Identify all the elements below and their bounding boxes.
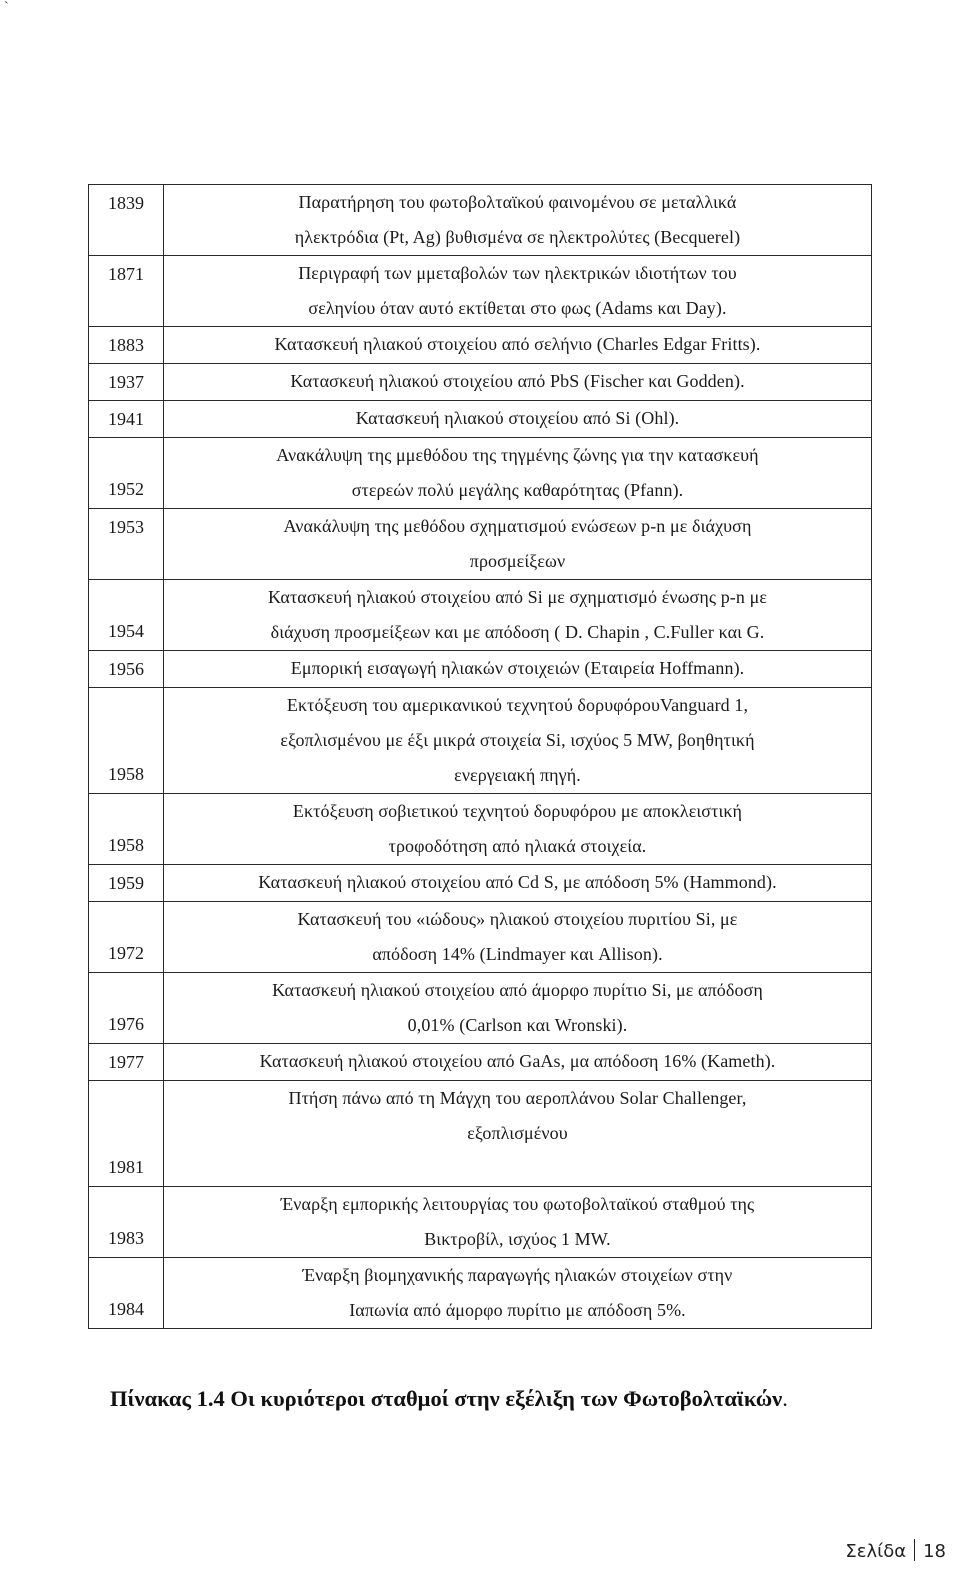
timeline-description: [164, 973, 872, 1044]
timeline-year: 1981: [89, 1081, 164, 1187]
timeline-description: [164, 1044, 872, 1081]
description-line: Ανακάλυψη της μεθόδου σχηματισμού ενώσεων p-n με διάχυση: [283, 516, 752, 536]
stray-tick-mark: `: [4, 0, 9, 15]
caption-period: .: [782, 1386, 788, 1411]
description-line: στερεών πολύ μεγάλης καθαρότητας (Pfann).: [351, 480, 684, 500]
table-caption: [110, 1386, 788, 1412]
description-line: Εμπορική εισαγωγή ηλιακών στοιχειών (Εταιρεία Hoffmann).: [290, 658, 745, 678]
timeline-row: [89, 651, 872, 688]
timeline-year: 1871: [89, 256, 164, 327]
description-line: εξοπλισμένου: [467, 1123, 568, 1143]
timeline-row: [89, 1258, 872, 1329]
timeline-year: 1958: [89, 688, 164, 794]
description-line: Κατασκευή ηλιακού στοιχείου από Si (Ohl).: [355, 408, 680, 428]
description-line: Βικτροβίλ, ισχύος 1 MW.: [424, 1229, 611, 1249]
description-line: [164, 1151, 871, 1186]
pv-timeline-table: [88, 184, 872, 1329]
timeline-description: [164, 401, 872, 438]
timeline-year: 1976: [89, 973, 164, 1044]
description-line: Έναρξη εμπορικής λειτουργίας του φωτοβολταϊκού σταθμού της: [280, 1194, 755, 1214]
timeline-description: [164, 1081, 872, 1187]
description-line: Κατασκευή ηλιακού στοιχείου από GaAs, μα απόδοση 16% (Kameth).: [259, 1051, 776, 1071]
page-number: 18: [923, 1541, 946, 1562]
timeline-row: [89, 1044, 872, 1081]
timeline-year: 1956: [89, 651, 164, 688]
description-line: σεληνίου όταν αυτό εκτίθεται στο φως (Adams και Day).: [308, 298, 727, 318]
description-line: Ανακάλυψη της μμεθόδου της τηγμένης ζώνης για την κατασκευή: [276, 445, 759, 465]
timeline-year: 1952: [89, 438, 164, 509]
timeline-year: 1959: [89, 865, 164, 902]
timeline-row: [89, 401, 872, 438]
description-line: Κατασκευή του «ιώδους» ηλιακού στοιχείου πυριτίου Si, με: [297, 909, 738, 929]
timeline-year: 1839: [89, 185, 164, 256]
timeline-description: [164, 651, 872, 688]
timeline-year: 1954: [89, 580, 164, 651]
description-line: διάχυση προσμείξεων και με απόδοση ( D. Chapin , C.Fuller και G.: [270, 622, 765, 642]
footer-divider: [914, 1539, 915, 1561]
timeline-row: [89, 1187, 872, 1258]
timeline-description: [164, 509, 872, 580]
description-line: Παρατήρηση του φωτοβολταϊκού φαινομένου σε μεταλλικά: [298, 192, 737, 212]
description-line: Κατασκευή ηλιακού στοιχείου από Si με σχηματισμό ένωσης p-n με: [268, 587, 767, 607]
timeline-row: [89, 1081, 872, 1187]
description-line: Κατασκευή ηλιακού στοιχείου από PbS (Fischer και Godden).: [290, 371, 745, 391]
description-line: Ιαπωνία από άμορφο πυρίτιο με απόδοση 5%.: [349, 1300, 686, 1320]
timeline-row: [89, 364, 872, 401]
caption-text: Πίνακας 1.4 Οι κυριότεροι σταθμοί στην εξέλιξη των Φωτοβολταϊκών: [110, 1386, 783, 1411]
timeline-description: [164, 256, 872, 327]
timeline-description: [164, 688, 872, 794]
timeline-description: [164, 794, 872, 865]
timeline-year: 1958: [89, 794, 164, 865]
description-line: Πτήση πάνω από τη Μάγχη του αεροπλάνου Solar Challenger,: [288, 1088, 747, 1108]
timeline-row: [89, 327, 872, 364]
timeline-row: [89, 688, 872, 794]
description-line: απόδοση 14% (Lindmayer και Allison).: [372, 944, 663, 964]
description-line: Εκτόξευση του αμερικανικού τεχνητού δορυφόρουVanguard 1,: [286, 695, 749, 715]
description-line: ηλεκτρόδια (Pt, Ag) βυθισμένα σε ηλεκτρολύτες (Becquerel): [294, 227, 741, 247]
timeline-year: 1953: [89, 509, 164, 580]
timeline-body: [89, 185, 872, 1329]
timeline-row: [89, 509, 872, 580]
description-line: Εκτόξευση σοβιετικού τεχνητού δορυφόρου με αποκλειστική: [292, 801, 743, 821]
description-line: τροφοδότηση από ηλιακά στοιχεία.: [388, 836, 647, 856]
description-line: ενεργειακή πηγή.: [454, 765, 581, 785]
timeline-year: 1977: [89, 1044, 164, 1081]
description-line: 0,01% (Carlson και Wronski).: [407, 1015, 628, 1035]
timeline-row: [89, 185, 872, 256]
page-label: Σελίδα: [845, 1541, 907, 1562]
timeline-row: [89, 973, 872, 1044]
timeline-description: [164, 1187, 872, 1258]
timeline-row: [89, 580, 872, 651]
timeline-year: 1972: [89, 902, 164, 973]
timeline-row: [89, 256, 872, 327]
timeline-row: [89, 794, 872, 865]
timeline-year: 1941: [89, 401, 164, 438]
timeline-description: [164, 438, 872, 509]
timeline-description: [164, 1258, 872, 1329]
timeline-description: [164, 902, 872, 973]
description-line: Έναρξη βιομηχανικής παραγωγής ηλιακών στοιχείων στην: [302, 1265, 733, 1285]
timeline-year: 1984: [89, 1258, 164, 1329]
timeline-row: [89, 438, 872, 509]
timeline-description: [164, 865, 872, 902]
timeline-year: 1937: [89, 364, 164, 401]
description-line: Κατασκευή ηλιακού στοιχείου από άμορφο πυρίτιο Si, με απόδοση: [272, 980, 763, 1000]
timeline-year: 1983: [89, 1187, 164, 1258]
description-line: Κατασκευή ηλιακού στοιχείου από σελήνιο (Charles Edgar Fritts).: [274, 334, 761, 354]
timeline-description: [164, 185, 872, 256]
description-line: εξοπλισμένου με έξι μικρά στοιχεία Si, ισχύος 5 MW, βοηθητική: [280, 730, 755, 750]
timeline-description: [164, 364, 872, 401]
timeline-row: [89, 902, 872, 973]
description-line: προσμείξεων: [469, 551, 566, 571]
description-line: Κατασκευή ηλιακού στοιχείου από Cd S, με απόδοση 5% (Hammond).: [258, 872, 777, 892]
timeline-description: [164, 580, 872, 651]
timeline-year: 1883: [89, 327, 164, 364]
timeline-row: [89, 865, 872, 902]
timeline-description: [164, 327, 872, 364]
description-line: Περιγραφή των μμεταβολών των ηλεκτρικών ιδιοτήτων του: [298, 263, 737, 283]
page-footer: [845, 1539, 946, 1562]
